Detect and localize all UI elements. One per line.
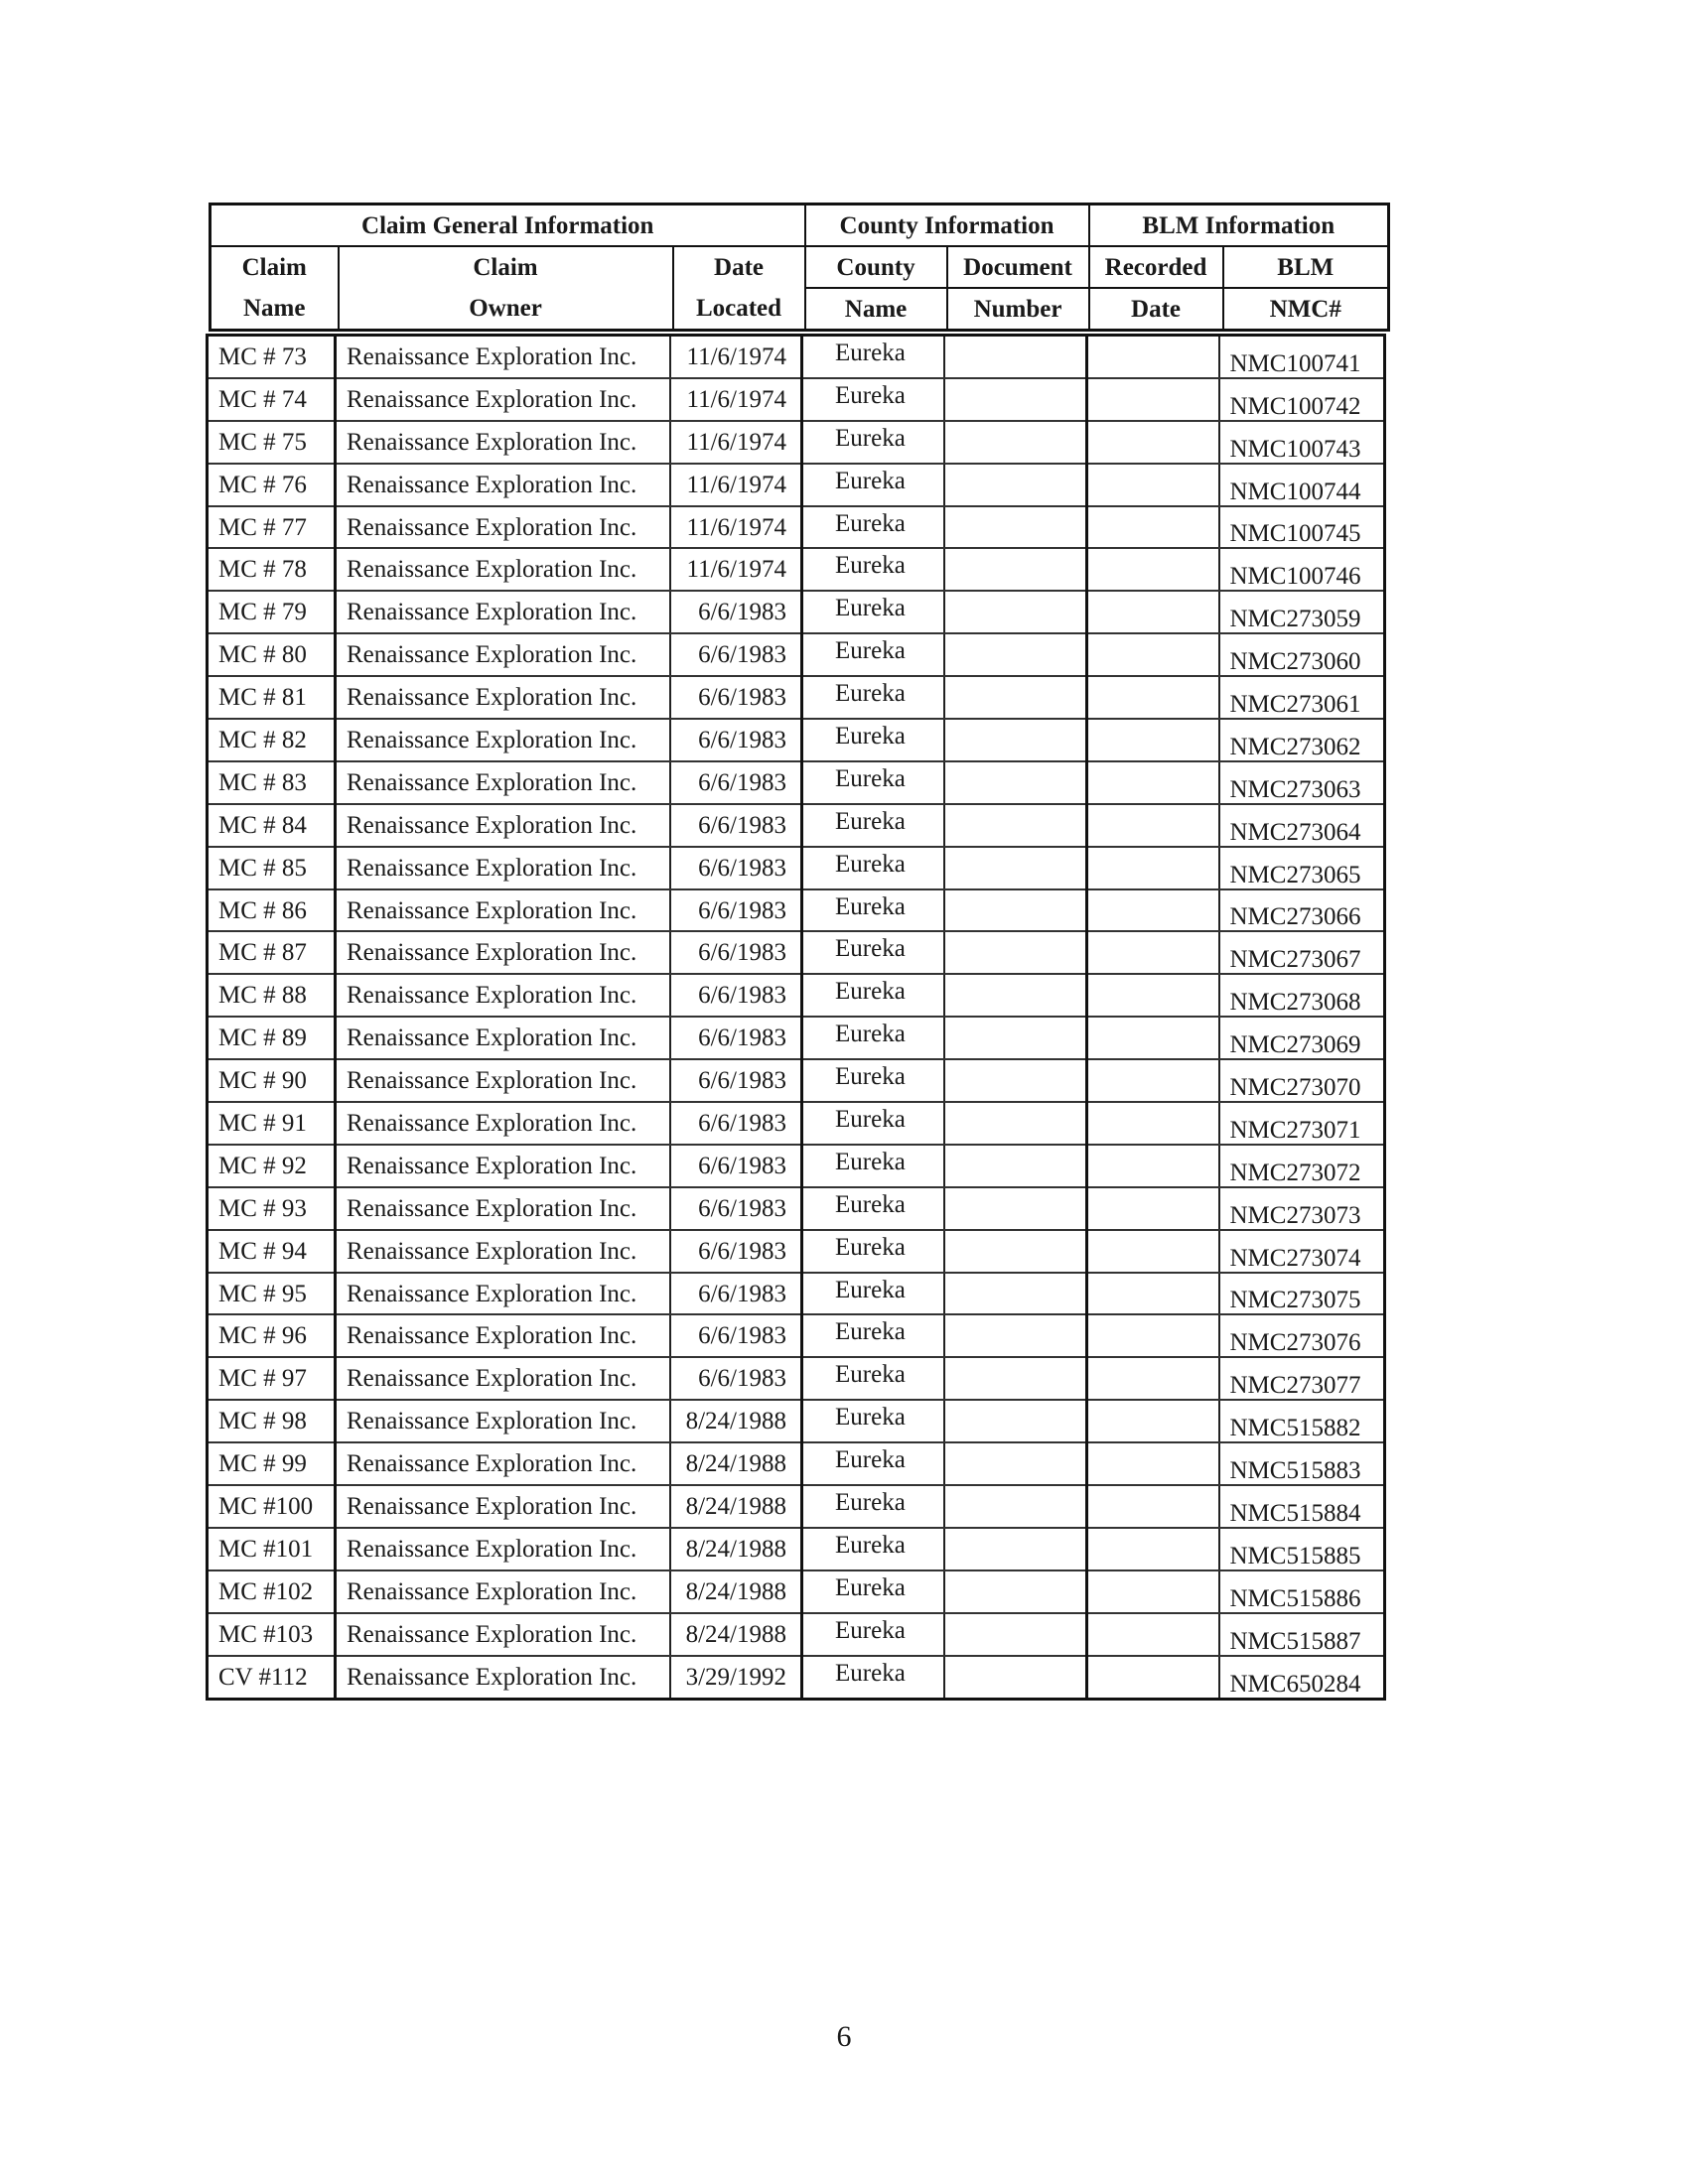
recorded-date-cell bbox=[1087, 761, 1219, 804]
column-header-date-located-line2: Located bbox=[695, 295, 782, 322]
document-number-cell bbox=[944, 1314, 1087, 1357]
county-name-cell: Eureka bbox=[802, 1059, 944, 1102]
claim-owner-cell: Renaissance Exploration Inc. bbox=[336, 1485, 670, 1528]
date-located-cell: 6/6/1983 bbox=[670, 931, 802, 974]
header-column-row-1 bbox=[211, 246, 1389, 288]
county-name-cell: Eureka bbox=[802, 676, 944, 719]
blm-nmc-cell: NMC515886 bbox=[1219, 1570, 1385, 1613]
claim-name-cell: MC #103 bbox=[208, 1613, 336, 1656]
claim-owner-cell: Renaissance Exploration Inc. bbox=[336, 676, 670, 719]
county-name-cell: Eureka bbox=[802, 1656, 944, 1699]
claim-name-cell: MC # 77 bbox=[208, 506, 336, 549]
table-row bbox=[208, 1273, 1385, 1315]
document-number-cell bbox=[944, 548, 1087, 591]
claim-name-cell: MC # 78 bbox=[208, 548, 336, 591]
date-located-cell: 3/29/1992 bbox=[670, 1656, 802, 1699]
claims-table-rows bbox=[208, 336, 1385, 1700]
document-number-cell bbox=[944, 1273, 1087, 1315]
claim-name-cell: MC #102 bbox=[208, 1570, 336, 1613]
document-number-cell bbox=[944, 889, 1087, 932]
claim-name-cell: MC # 79 bbox=[208, 591, 336, 633]
group-header-blm: BLM Information bbox=[1089, 205, 1389, 247]
document-number-cell bbox=[944, 847, 1087, 889]
blm-nmc-cell: NMC100742 bbox=[1219, 378, 1385, 421]
document-number-cell bbox=[944, 506, 1087, 549]
table-row bbox=[208, 548, 1385, 591]
claim-owner-cell: Renaissance Exploration Inc. bbox=[336, 1656, 670, 1699]
county-name-cell: Eureka bbox=[802, 1528, 944, 1570]
date-located-cell: 6/6/1983 bbox=[670, 847, 802, 889]
document-number-cell bbox=[944, 719, 1087, 761]
table-row bbox=[208, 1613, 1385, 1656]
claim-owner-cell: Renaissance Exploration Inc. bbox=[336, 1145, 670, 1187]
document-number-cell bbox=[944, 1485, 1087, 1528]
claim-owner-cell: Renaissance Exploration Inc. bbox=[336, 974, 670, 1017]
blm-nmc-cell: NMC273063 bbox=[1219, 761, 1385, 804]
date-located-cell: 6/6/1983 bbox=[670, 591, 802, 633]
blm-nmc-cell: NMC273069 bbox=[1219, 1017, 1385, 1059]
document-number-cell bbox=[944, 931, 1087, 974]
column-header-county-name-line1: County bbox=[805, 246, 947, 288]
blm-nmc-cell: NMC515884 bbox=[1219, 1485, 1385, 1528]
table-row bbox=[208, 1017, 1385, 1059]
claim-owner-cell: Renaissance Exploration Inc. bbox=[336, 804, 670, 847]
document-number-cell bbox=[944, 1102, 1087, 1145]
county-name-cell: Eureka bbox=[802, 1357, 944, 1400]
table-row bbox=[208, 719, 1385, 761]
table-row bbox=[208, 889, 1385, 932]
claim-owner-cell: Renaissance Exploration Inc. bbox=[336, 889, 670, 932]
recorded-date-cell bbox=[1087, 378, 1219, 421]
claim-owner-cell: Renaissance Exploration Inc. bbox=[336, 506, 670, 549]
blm-nmc-cell: NMC273068 bbox=[1219, 974, 1385, 1017]
blm-nmc-cell: NMC100746 bbox=[1219, 548, 1385, 591]
date-located-cell: 8/24/1988 bbox=[670, 1400, 802, 1442]
county-name-cell: Eureka bbox=[802, 591, 944, 633]
date-located-cell: 11/6/1974 bbox=[670, 464, 802, 506]
date-located-cell: 6/6/1983 bbox=[670, 1357, 802, 1400]
claim-owner-cell: Renaissance Exploration Inc. bbox=[336, 633, 670, 676]
claim-name-cell: MC # 76 bbox=[208, 464, 336, 506]
blm-nmc-cell: NMC515882 bbox=[1219, 1400, 1385, 1442]
claim-name-cell: MC # 83 bbox=[208, 761, 336, 804]
table-row bbox=[208, 633, 1385, 676]
claim-name-cell: MC #100 bbox=[208, 1485, 336, 1528]
blm-nmc-cell: NMC273060 bbox=[1219, 633, 1385, 676]
blm-nmc-cell: NMC273073 bbox=[1219, 1187, 1385, 1230]
recorded-date-cell bbox=[1087, 1656, 1219, 1699]
table-row bbox=[208, 378, 1385, 421]
table-row bbox=[208, 1656, 1385, 1699]
claim-name-cell: MC # 85 bbox=[208, 847, 336, 889]
county-name-cell: Eureka bbox=[802, 1273, 944, 1315]
column-header-recorded-date-line2: Date bbox=[1089, 288, 1223, 331]
blm-nmc-cell: NMC273065 bbox=[1219, 847, 1385, 889]
claim-name-cell: MC # 81 bbox=[208, 676, 336, 719]
recorded-date-cell bbox=[1087, 676, 1219, 719]
document-number-cell bbox=[944, 1528, 1087, 1570]
county-name-cell: Eureka bbox=[802, 1230, 944, 1273]
document-number-cell bbox=[944, 1187, 1087, 1230]
claim-owner-cell: Renaissance Exploration Inc. bbox=[336, 464, 670, 506]
county-name-cell: Eureka bbox=[802, 1485, 944, 1528]
blm-nmc-cell: NMC515887 bbox=[1219, 1613, 1385, 1656]
blm-nmc-cell: NMC273061 bbox=[1219, 676, 1385, 719]
blm-nmc-cell: NMC273062 bbox=[1219, 719, 1385, 761]
date-located-cell: 6/6/1983 bbox=[670, 1017, 802, 1059]
date-located-cell: 6/6/1983 bbox=[670, 676, 802, 719]
claim-owner-cell: Renaissance Exploration Inc. bbox=[336, 1442, 670, 1485]
claims-table-body bbox=[206, 334, 1386, 1701]
document-number-cell bbox=[944, 1145, 1087, 1187]
county-name-cell: Eureka bbox=[802, 1017, 944, 1059]
county-name-cell: Eureka bbox=[802, 804, 944, 847]
date-located-cell: 6/6/1983 bbox=[670, 1314, 802, 1357]
recorded-date-cell bbox=[1087, 847, 1219, 889]
document-number-cell bbox=[944, 633, 1087, 676]
document-number-cell bbox=[944, 1656, 1087, 1699]
column-header-recorded-date-line1: Recorded bbox=[1089, 246, 1223, 288]
county-name-cell: Eureka bbox=[802, 464, 944, 506]
document-number-cell bbox=[944, 378, 1087, 421]
claim-name-cell: MC # 99 bbox=[208, 1442, 336, 1485]
date-located-cell: 6/6/1983 bbox=[670, 804, 802, 847]
claim-owner-cell: Renaissance Exploration Inc. bbox=[336, 1570, 670, 1613]
document-number-cell bbox=[944, 761, 1087, 804]
claim-name-cell: MC # 96 bbox=[208, 1314, 336, 1357]
claim-name-cell: MC # 74 bbox=[208, 378, 336, 421]
table-row bbox=[208, 506, 1385, 549]
blm-nmc-cell: NMC100743 bbox=[1219, 421, 1385, 464]
claim-name-cell: MC # 97 bbox=[208, 1357, 336, 1400]
table-row bbox=[208, 1570, 1385, 1613]
document-number-cell bbox=[944, 1613, 1087, 1656]
county-name-cell: Eureka bbox=[802, 1314, 944, 1357]
claim-name-cell: MC # 75 bbox=[208, 421, 336, 464]
recorded-date-cell bbox=[1087, 464, 1219, 506]
column-header-blm-nmc-line2: NMC# bbox=[1223, 288, 1389, 331]
table-row bbox=[208, 1357, 1385, 1400]
recorded-date-cell bbox=[1087, 1230, 1219, 1273]
recorded-date-cell bbox=[1087, 1273, 1219, 1315]
recorded-date-cell bbox=[1087, 931, 1219, 974]
column-header-claim-owner bbox=[339, 246, 673, 331]
claim-name-cell: MC # 82 bbox=[208, 719, 336, 761]
blm-nmc-cell: NMC515883 bbox=[1219, 1442, 1385, 1485]
claim-owner-cell: Renaissance Exploration Inc. bbox=[336, 1102, 670, 1145]
table-row bbox=[208, 931, 1385, 974]
column-header-claim-owner-line1: Claim bbox=[473, 254, 538, 281]
recorded-date-cell bbox=[1087, 421, 1219, 464]
date-located-cell: 6/6/1983 bbox=[670, 1102, 802, 1145]
county-name-cell: Eureka bbox=[802, 761, 944, 804]
document-number-cell bbox=[944, 591, 1087, 633]
claim-owner-cell: Renaissance Exploration Inc. bbox=[336, 719, 670, 761]
claim-owner-cell: Renaissance Exploration Inc. bbox=[336, 1357, 670, 1400]
county-name-cell: Eureka bbox=[802, 719, 944, 761]
document-number-cell bbox=[944, 1059, 1087, 1102]
table-row bbox=[208, 336, 1385, 378]
claim-name-cell: MC # 80 bbox=[208, 633, 336, 676]
county-name-cell: Eureka bbox=[802, 633, 944, 676]
recorded-date-cell bbox=[1087, 506, 1219, 549]
blm-nmc-cell: NMC273075 bbox=[1219, 1273, 1385, 1315]
document-number-cell bbox=[944, 676, 1087, 719]
recorded-date-cell bbox=[1087, 804, 1219, 847]
date-located-cell: 6/6/1983 bbox=[670, 719, 802, 761]
group-header-claim-general: Claim General Information bbox=[211, 205, 805, 247]
claim-name-cell: MC # 87 bbox=[208, 931, 336, 974]
document-number-cell bbox=[944, 1570, 1087, 1613]
claim-owner-cell: Renaissance Exploration Inc. bbox=[336, 421, 670, 464]
document-number-cell bbox=[944, 974, 1087, 1017]
table-row bbox=[208, 1314, 1385, 1357]
date-located-cell: 11/6/1974 bbox=[670, 548, 802, 591]
county-name-cell: Eureka bbox=[802, 1145, 944, 1187]
recorded-date-cell bbox=[1087, 1017, 1219, 1059]
claim-owner-cell: Renaissance Exploration Inc. bbox=[336, 1059, 670, 1102]
column-header-claim-name bbox=[211, 246, 339, 331]
county-name-cell: Eureka bbox=[802, 1613, 944, 1656]
date-located-cell: 6/6/1983 bbox=[670, 633, 802, 676]
claim-owner-cell: Renaissance Exploration Inc. bbox=[336, 761, 670, 804]
county-name-cell: Eureka bbox=[802, 548, 944, 591]
table-row bbox=[208, 1528, 1385, 1570]
table-row bbox=[208, 1145, 1385, 1187]
claim-name-cell: MC # 93 bbox=[208, 1187, 336, 1230]
claim-owner-cell: Renaissance Exploration Inc. bbox=[336, 548, 670, 591]
claim-owner-cell: Renaissance Exploration Inc. bbox=[336, 847, 670, 889]
blm-nmc-cell: NMC515885 bbox=[1219, 1528, 1385, 1570]
date-located-cell: 8/24/1988 bbox=[670, 1613, 802, 1656]
group-header-county: County Information bbox=[805, 205, 1089, 247]
blm-nmc-cell: NMC273072 bbox=[1219, 1145, 1385, 1187]
date-located-cell: 11/6/1974 bbox=[670, 336, 802, 378]
recorded-date-cell bbox=[1087, 1187, 1219, 1230]
document-number-cell bbox=[944, 1230, 1087, 1273]
county-name-cell: Eureka bbox=[802, 974, 944, 1017]
table-row bbox=[208, 761, 1385, 804]
claim-name-cell: MC # 94 bbox=[208, 1230, 336, 1273]
date-located-cell: 8/24/1988 bbox=[670, 1442, 802, 1485]
table-row bbox=[208, 1102, 1385, 1145]
column-header-county-name-line2: Name bbox=[805, 288, 947, 331]
recorded-date-cell bbox=[1087, 1613, 1219, 1656]
column-header-claim-owner-line2: Owner bbox=[469, 295, 542, 322]
date-located-cell: 6/6/1983 bbox=[670, 1273, 802, 1315]
table-row bbox=[208, 847, 1385, 889]
claim-owner-cell: Renaissance Exploration Inc. bbox=[336, 1273, 670, 1315]
column-header-claim-name-line2: Name bbox=[243, 295, 306, 322]
claim-name-cell: MC # 86 bbox=[208, 889, 336, 932]
table-row bbox=[208, 1485, 1385, 1528]
table-row bbox=[208, 1400, 1385, 1442]
county-name-cell: Eureka bbox=[802, 847, 944, 889]
blm-nmc-cell: NMC100745 bbox=[1219, 506, 1385, 549]
claim-owner-cell: Renaissance Exploration Inc. bbox=[336, 1528, 670, 1570]
header-group-row bbox=[211, 205, 1389, 247]
blm-nmc-cell: NMC273064 bbox=[1219, 804, 1385, 847]
document-number-cell bbox=[944, 804, 1087, 847]
blm-nmc-cell: NMC273077 bbox=[1219, 1357, 1385, 1400]
blm-nmc-cell: NMC273059 bbox=[1219, 591, 1385, 633]
claim-name-cell: CV #112 bbox=[208, 1656, 336, 1699]
recorded-date-cell bbox=[1087, 1442, 1219, 1485]
claim-name-cell: MC #101 bbox=[208, 1528, 336, 1570]
document-number-cell bbox=[944, 421, 1087, 464]
blm-nmc-cell: NMC273074 bbox=[1219, 1230, 1385, 1273]
column-header-date-located bbox=[673, 246, 805, 331]
column-header-blm-nmc-line1: BLM bbox=[1223, 246, 1389, 288]
claim-owner-cell: Renaissance Exploration Inc. bbox=[336, 1017, 670, 1059]
date-located-cell: 6/6/1983 bbox=[670, 1230, 802, 1273]
document-number-cell bbox=[944, 1357, 1087, 1400]
claim-owner-cell: Renaissance Exploration Inc. bbox=[336, 591, 670, 633]
claim-name-cell: MC # 95 bbox=[208, 1273, 336, 1315]
county-name-cell: Eureka bbox=[802, 421, 944, 464]
claim-name-cell: MC # 90 bbox=[208, 1059, 336, 1102]
recorded-date-cell bbox=[1087, 633, 1219, 676]
blm-nmc-cell: NMC273071 bbox=[1219, 1102, 1385, 1145]
column-header-claim-name-line1: Claim bbox=[241, 254, 307, 281]
claim-owner-cell: Renaissance Exploration Inc. bbox=[336, 931, 670, 974]
recorded-date-cell bbox=[1087, 1570, 1219, 1613]
claim-name-cell: MC # 84 bbox=[208, 804, 336, 847]
recorded-date-cell bbox=[1087, 889, 1219, 932]
document-number-cell bbox=[944, 1442, 1087, 1485]
claim-name-cell: MC # 89 bbox=[208, 1017, 336, 1059]
blm-nmc-cell: NMC100741 bbox=[1219, 336, 1385, 378]
claim-owner-cell: Renaissance Exploration Inc. bbox=[336, 1314, 670, 1357]
county-name-cell: Eureka bbox=[802, 889, 944, 932]
date-located-cell: 8/24/1988 bbox=[670, 1570, 802, 1613]
table-row bbox=[208, 421, 1385, 464]
table-row bbox=[208, 1230, 1385, 1273]
document-number-cell bbox=[944, 1400, 1087, 1442]
county-name-cell: Eureka bbox=[802, 336, 944, 378]
claims-table-header bbox=[209, 203, 1390, 332]
date-located-cell: 11/6/1974 bbox=[670, 506, 802, 549]
claim-name-cell: MC # 98 bbox=[208, 1400, 336, 1442]
claim-name-cell: MC # 88 bbox=[208, 974, 336, 1017]
recorded-date-cell bbox=[1087, 1357, 1219, 1400]
county-name-cell: Eureka bbox=[802, 1570, 944, 1613]
date-located-cell: 11/6/1974 bbox=[670, 378, 802, 421]
table-row bbox=[208, 804, 1385, 847]
claim-owner-cell: Renaissance Exploration Inc. bbox=[336, 1400, 670, 1442]
date-located-cell: 6/6/1983 bbox=[670, 1187, 802, 1230]
recorded-date-cell bbox=[1087, 1400, 1219, 1442]
claim-name-cell: MC # 73 bbox=[208, 336, 336, 378]
date-located-cell: 6/6/1983 bbox=[670, 1145, 802, 1187]
blm-nmc-cell: NMC650284 bbox=[1219, 1656, 1385, 1699]
recorded-date-cell bbox=[1087, 591, 1219, 633]
recorded-date-cell bbox=[1087, 1314, 1219, 1357]
recorded-date-cell bbox=[1087, 974, 1219, 1017]
blm-nmc-cell: NMC273070 bbox=[1219, 1059, 1385, 1102]
blm-nmc-cell: NMC273067 bbox=[1219, 931, 1385, 974]
claim-name-cell: MC # 91 bbox=[208, 1102, 336, 1145]
document-number-cell bbox=[944, 1017, 1087, 1059]
table-row bbox=[208, 1442, 1385, 1485]
date-located-cell: 6/6/1983 bbox=[670, 889, 802, 932]
table-row bbox=[208, 676, 1385, 719]
table-row bbox=[208, 1187, 1385, 1230]
recorded-date-cell bbox=[1087, 336, 1219, 378]
column-header-document-number-line2: Number bbox=[947, 288, 1089, 331]
claim-owner-cell: Renaissance Exploration Inc. bbox=[336, 336, 670, 378]
county-name-cell: Eureka bbox=[802, 1442, 944, 1485]
date-located-cell: 8/24/1988 bbox=[670, 1485, 802, 1528]
page-number: 6 bbox=[836, 2020, 852, 2053]
date-located-cell: 6/6/1983 bbox=[670, 1059, 802, 1102]
blm-nmc-cell: NMC273066 bbox=[1219, 889, 1385, 932]
table-row bbox=[208, 1059, 1385, 1102]
table-row bbox=[208, 974, 1385, 1017]
claim-owner-cell: Renaissance Exploration Inc. bbox=[336, 1613, 670, 1656]
document-number-cell bbox=[944, 464, 1087, 506]
table-row bbox=[208, 464, 1385, 506]
date-located-cell: 6/6/1983 bbox=[670, 761, 802, 804]
county-name-cell: Eureka bbox=[802, 378, 944, 421]
table-row bbox=[208, 591, 1385, 633]
blm-nmc-cell: NMC273076 bbox=[1219, 1314, 1385, 1357]
county-name-cell: Eureka bbox=[802, 1102, 944, 1145]
recorded-date-cell bbox=[1087, 1528, 1219, 1570]
date-located-cell: 11/6/1974 bbox=[670, 421, 802, 464]
recorded-date-cell bbox=[1087, 719, 1219, 761]
recorded-date-cell bbox=[1087, 1102, 1219, 1145]
blm-nmc-cell: NMC100744 bbox=[1219, 464, 1385, 506]
column-header-date-located-line1: Date bbox=[714, 254, 764, 281]
column-header-document-number-line1: Document bbox=[947, 246, 1089, 288]
claim-name-cell: MC # 92 bbox=[208, 1145, 336, 1187]
recorded-date-cell bbox=[1087, 1485, 1219, 1528]
recorded-date-cell bbox=[1087, 548, 1219, 591]
county-name-cell: Eureka bbox=[802, 1187, 944, 1230]
recorded-date-cell bbox=[1087, 1059, 1219, 1102]
county-name-cell: Eureka bbox=[802, 1400, 944, 1442]
county-name-cell: Eureka bbox=[802, 931, 944, 974]
date-located-cell: 8/24/1988 bbox=[670, 1528, 802, 1570]
recorded-date-cell bbox=[1087, 1145, 1219, 1187]
claim-owner-cell: Renaissance Exploration Inc. bbox=[336, 378, 670, 421]
claim-owner-cell: Renaissance Exploration Inc. bbox=[336, 1230, 670, 1273]
date-located-cell: 6/6/1983 bbox=[670, 974, 802, 1017]
county-name-cell: Eureka bbox=[802, 506, 944, 549]
document-number-cell bbox=[944, 336, 1087, 378]
claim-owner-cell: Renaissance Exploration Inc. bbox=[336, 1187, 670, 1230]
